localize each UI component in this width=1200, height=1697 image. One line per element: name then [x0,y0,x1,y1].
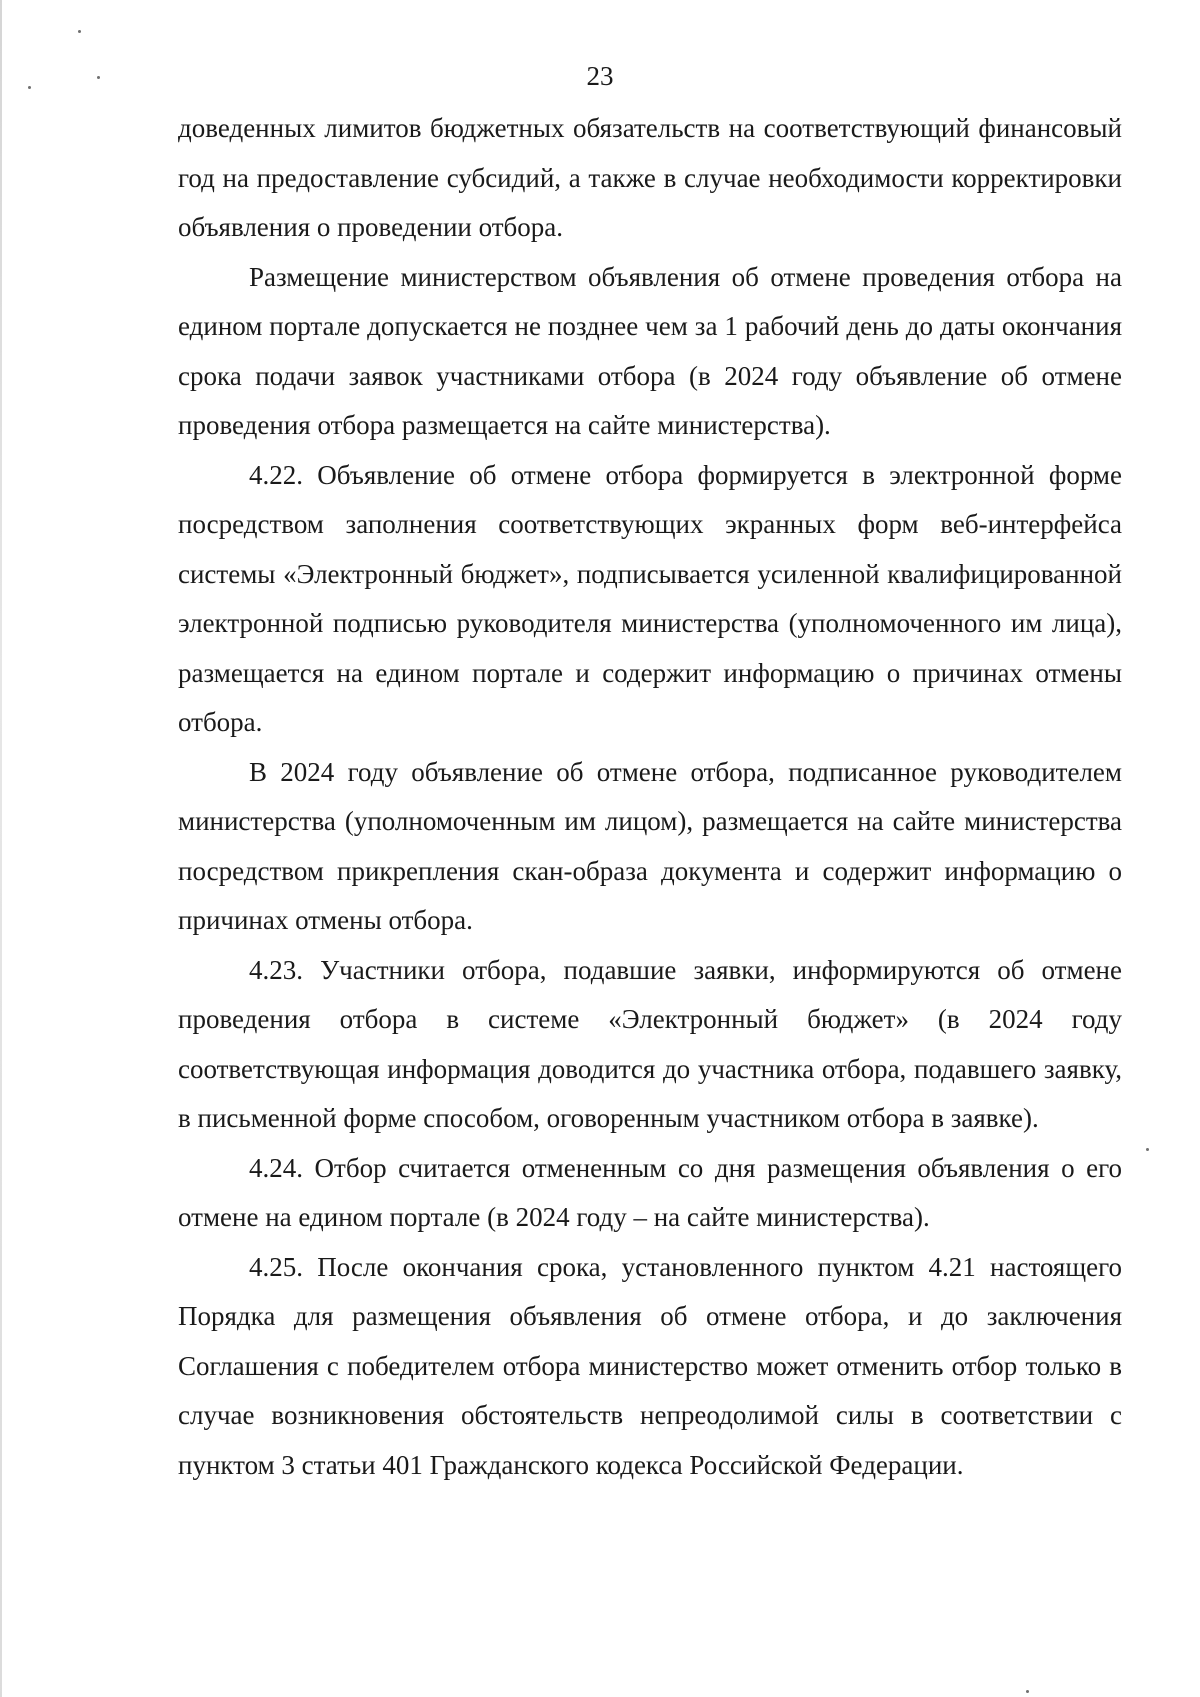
paragraph: доведенных лимитов бюджетных обязательств на соответствующий финансовый год на предоставление субсидий, а также в случае необходимости корректировки объявления о проведении отбора. [178,113,1122,242]
scan-speck [1026,1690,1029,1693]
paragraph: 4.25. После окончания срока, установленного пунктом 4.21 настоящего Порядка для размещения объявления об отмене отбора, и до заключения Соглашения с победителем отбора министерство может отменить отбор только в случае возникновения обстоятельств непреодолимой силы в соответствии с пунктом 3 статьи 401 Гражданского кодекса Российской Федерации. [178,1251,1122,1480]
paragraph: Размещение министерством объявления об отмене проведения отбора на едином портале допускается не позднее чем за 1 рабочий день до даты окончания срока подачи заявок участниками отбора (в 2024 году объявление об отмене проведения отбора размещается на сайте министерства). [178,261,1122,440]
paragraph: 4.24. Отбор считается отмененным со дня размещения объявления о его отмене на едином портале (в 2024 году – на сайте министерства). [178,1152,1122,1232]
paragraph: 4.22. Объявление об отмене отбора формируется в электронной форме посредством заполнения соответствующих экранных форм веб-интерфейса системы «Электронный бюджет», подписывается усиленной квалифицированной электронной подписью руководителя министерства (уполномоченного им лица), размещается на едином портале и содержит информацию о причинах отмены отбора. [178,459,1122,737]
paragraph: В 2024 году объявление об отмене отбора, подписанное руководителем министерства (уполномоченным им лицом), размещается на сайте министерства посредством прикрепления скан-образа документа и содержит информацию о причинах отмены отбора. [178,756,1122,935]
page-number: 23 [586,61,614,91]
document-body [178,104,1122,1490]
scan-speck [1146,1148,1149,1151]
paragraph: 4.23. Участники отбора, подавшие заявки, информируются об отмене проведения отбора в системе «Электронный бюджет» (в 2024 году соответствующая информация доводится до участника отбора, подавшего заявку, в письменной форме способом, оговоренным участником отбора в заявке). [178,954,1122,1133]
scan-edge-shadow [0,0,2,1697]
scan-speck [78,30,81,33]
